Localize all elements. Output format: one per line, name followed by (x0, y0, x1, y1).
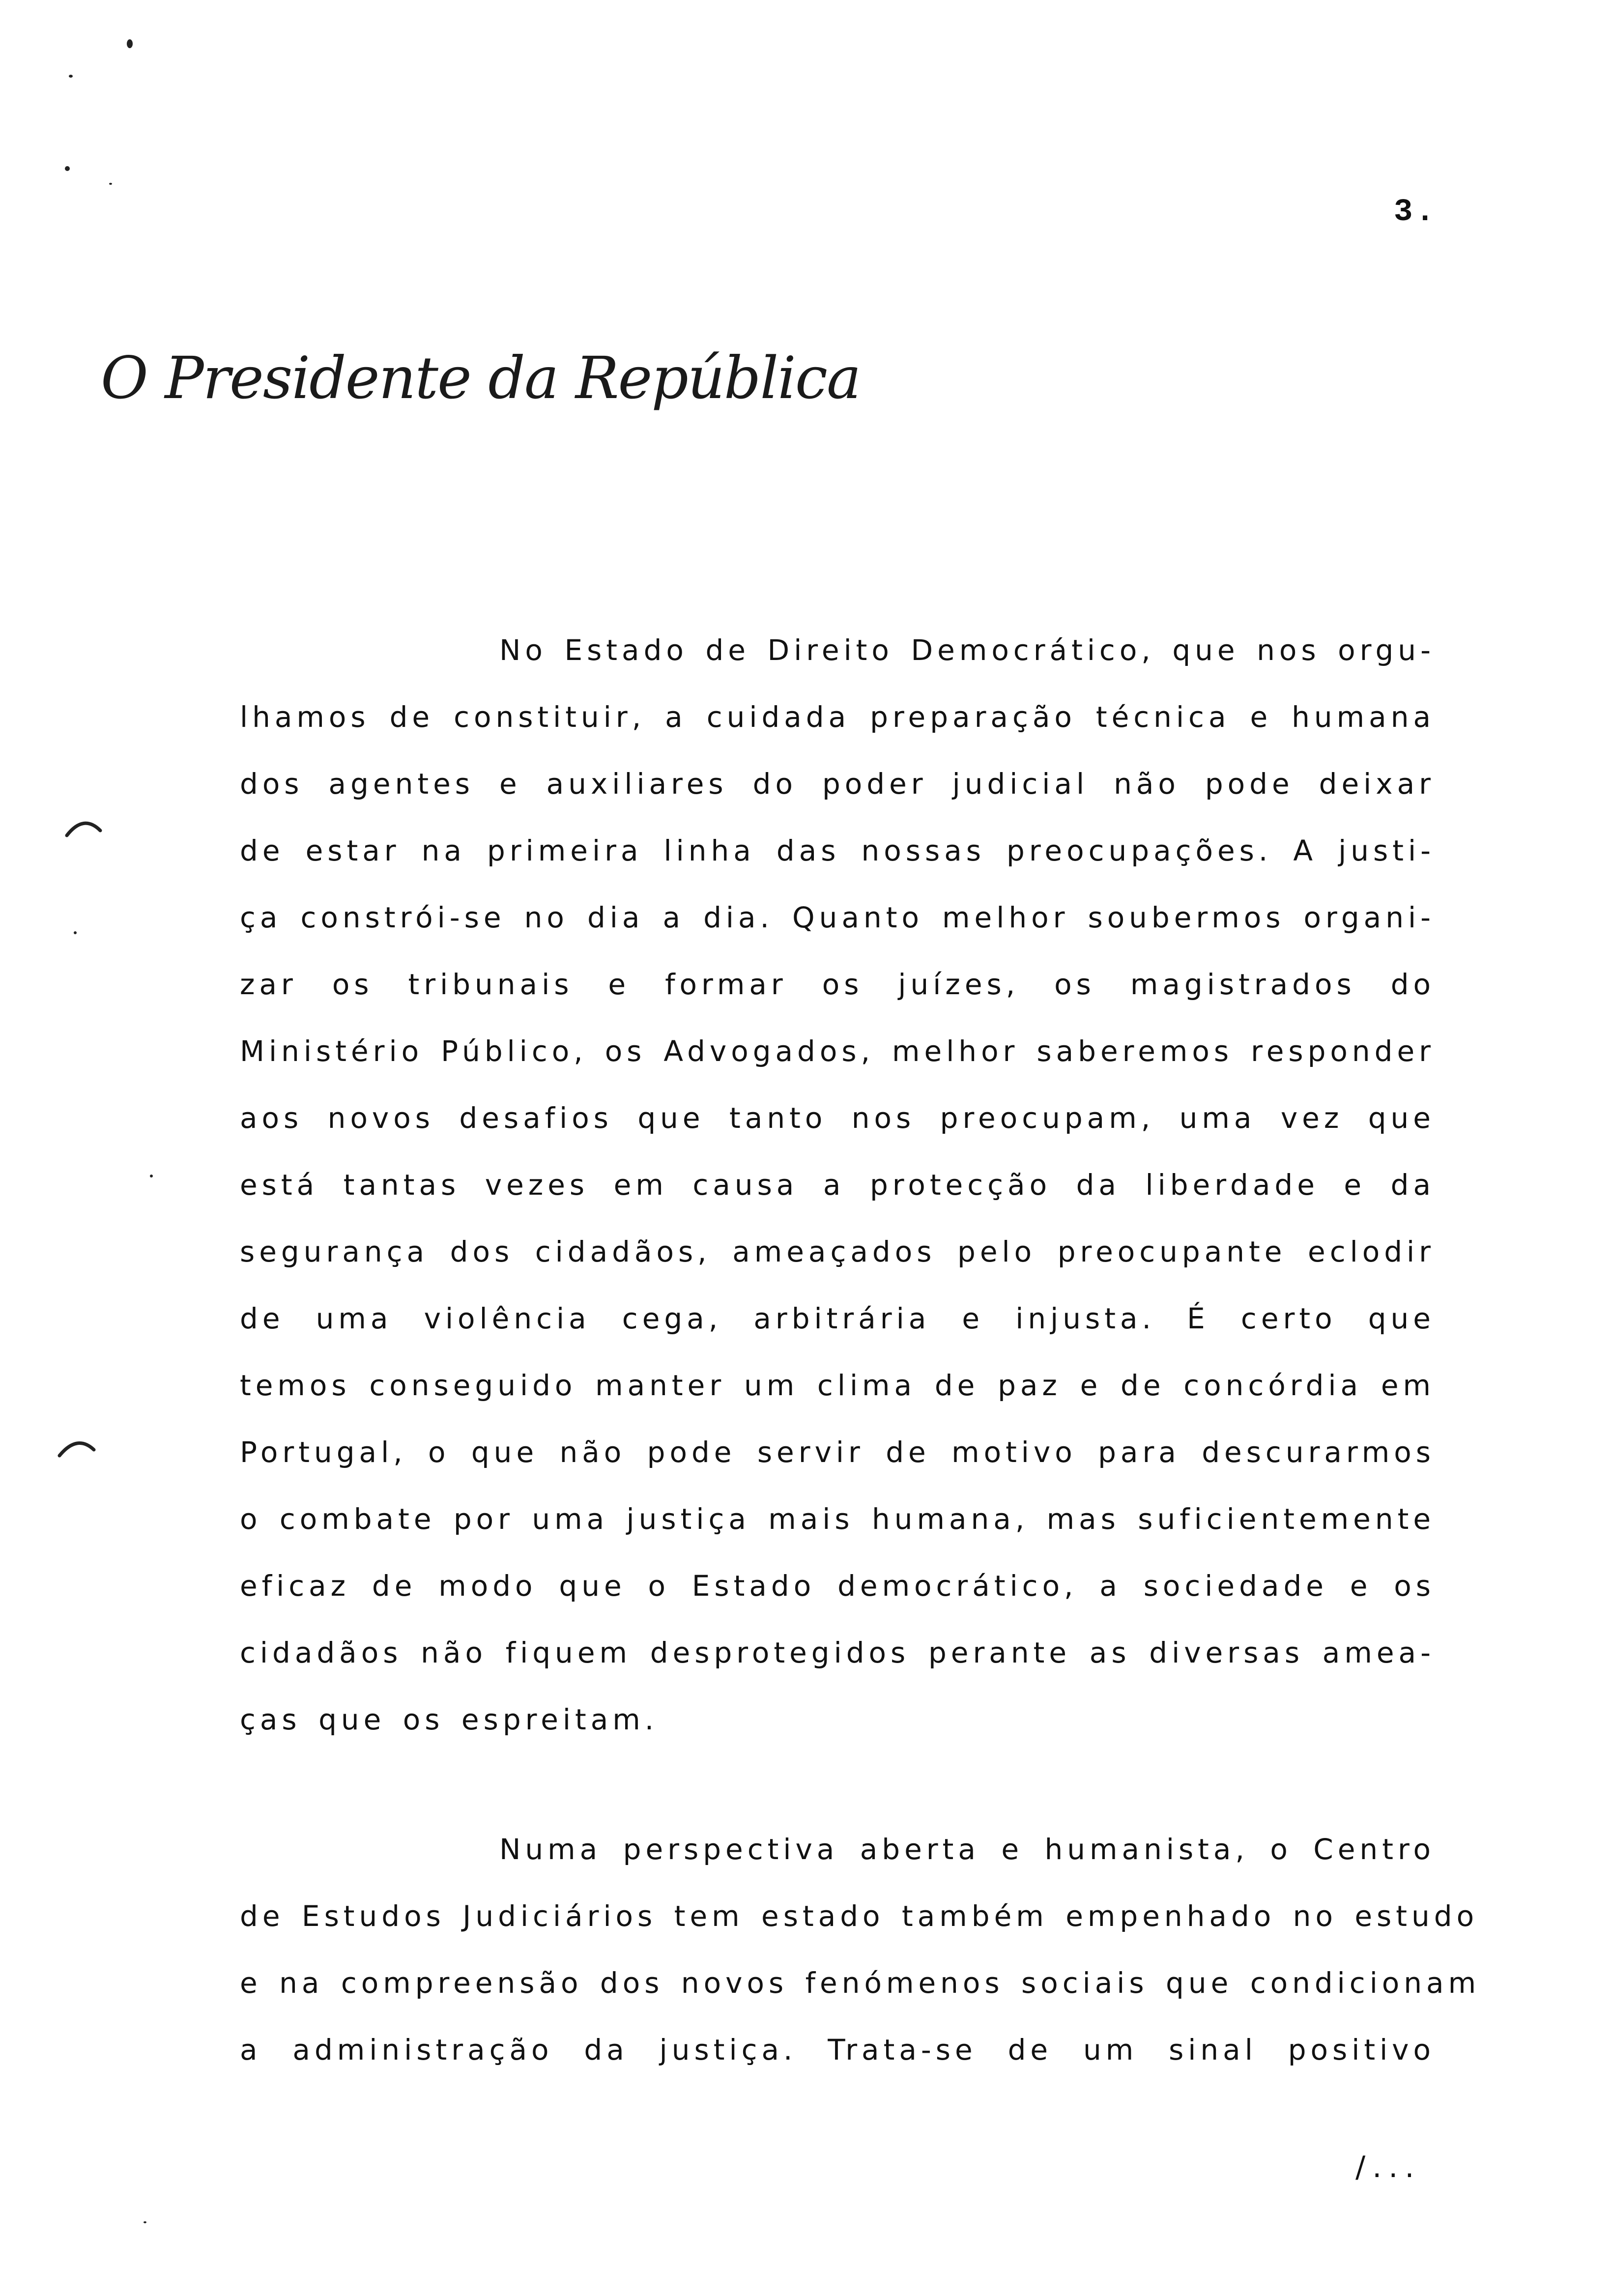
text-line: e na compreensão dos novos fenómenos sociais que condicionam (240, 1966, 1481, 2000)
text-line: segurança dos cidadãos, ameaçados pelo preocupante eclodir (240, 1235, 1435, 1268)
text-line: ça constrói-se no dia a dia. Quanto melhor soubermos organi- (240, 901, 1435, 934)
text-line: Numa perspectiva aberta e humanista, o Centro (499, 1833, 1435, 1866)
text-line: No Estado de Direito Democrático, que nos orgu- (499, 633, 1435, 667)
text-line: zar os tribunais e formar os juízes, os magistrados do (240, 968, 1435, 1001)
punch-hole-mark-icon (57, 1435, 96, 1460)
continuation-marker: /... (1355, 2150, 1421, 2184)
text-line: ças que os espreitam. (240, 1703, 659, 1736)
text-line: a administração da justiça. Trata-se de um sinal positivo (240, 2033, 1435, 2066)
scan-speck (74, 931, 77, 934)
text-line: eficaz de modo que o Estado democrático, a sociedade e os (240, 1569, 1435, 1603)
letterhead-president-of-republic: O Presidente da República (101, 344, 861, 412)
scan-speck (69, 75, 73, 78)
page-number: 3. (1394, 195, 1438, 230)
text-line: Ministério Público, os Advogados, melhor saberemos responder (240, 1034, 1435, 1068)
scan-speck (150, 1175, 153, 1177)
text-line: está tantas vezes em causa a protecção da liberdade e da (240, 1168, 1435, 1202)
text-line: dos agentes e auxiliares do poder judicial não pode deixar (240, 767, 1435, 801)
text-line: aos novos desafios que tanto nos preocupam, uma vez que (240, 1101, 1435, 1135)
text-line: de Estudos Judiciários tem estado também empenhado no estudo (240, 1899, 1479, 1933)
paragraph-2-text (240, 1816, 1481, 2083)
scan-speck (65, 166, 70, 171)
paragraph-1-text (240, 617, 1435, 1753)
paragraph-2 (240, 1816, 1481, 2083)
paragraph-1 (240, 617, 1435, 1753)
punch-hole-mark-icon (64, 816, 103, 840)
text-line: o combate por uma justiça mais humana, mas suficientemente (240, 1502, 1435, 1536)
scan-speck (144, 2221, 146, 2223)
scan-speck (127, 39, 133, 48)
text-line: lhamos de constituir, a cuidada preparação técnica e humana (240, 700, 1435, 734)
text-line: cidadãos não fiquem desprotegidos perante as diversas amea- (240, 1636, 1435, 1669)
scan-speck (109, 183, 112, 185)
text-line: de estar na primeira linha das nossas preocupações. A justi- (240, 834, 1435, 867)
text-line: Portugal, o que não pode servir de motivo para descurarmos (240, 1435, 1435, 1469)
text-line: temos conseguido manter um clima de paz e de concórdia em (240, 1369, 1435, 1402)
text-line: de uma violência cega, arbitrária e injusta. É certo que (240, 1302, 1435, 1335)
